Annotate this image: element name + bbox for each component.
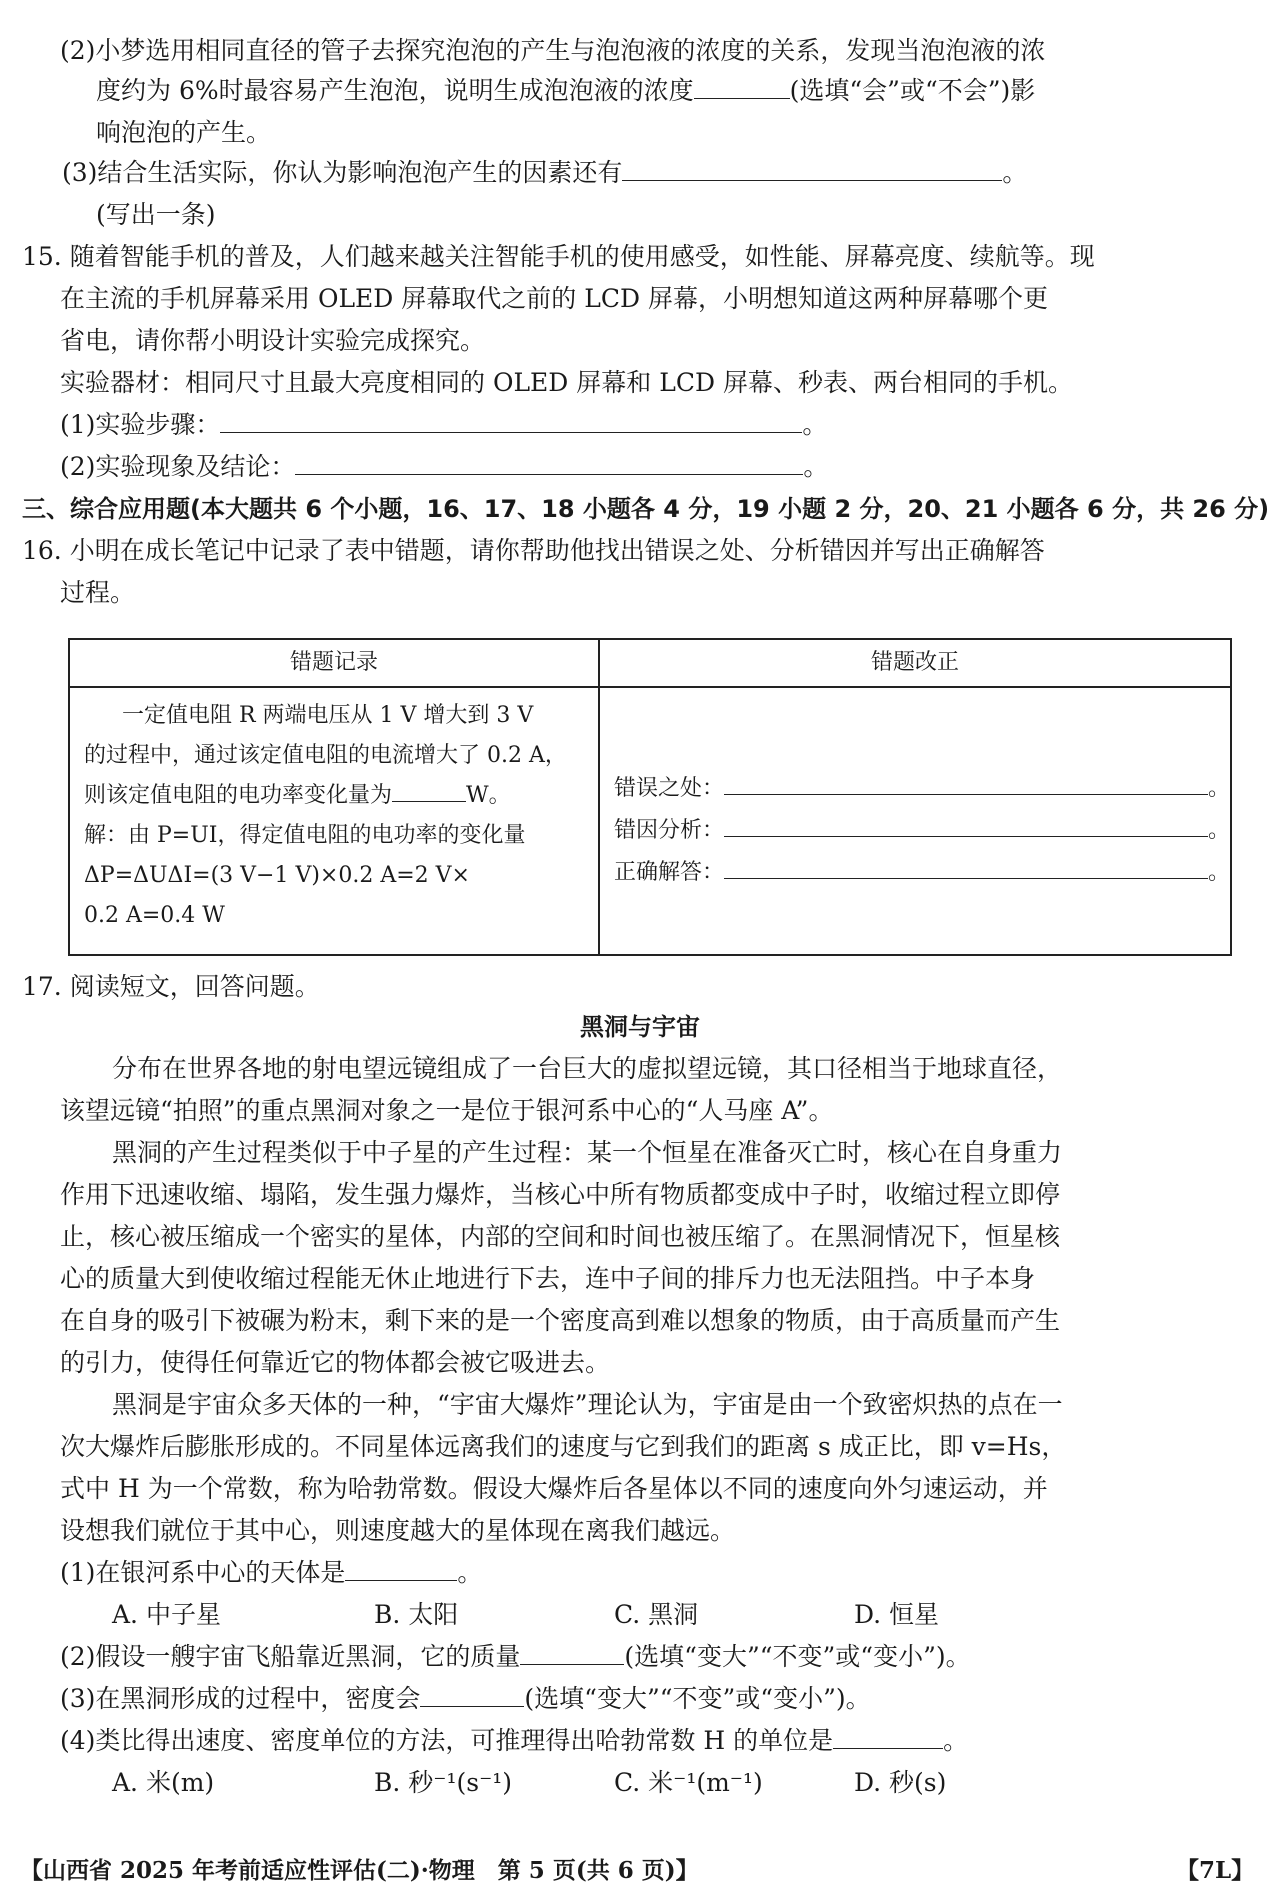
answer-blank[interactable]	[833, 1720, 943, 1749]
q15-steps	[60, 404, 827, 446]
error-record-cell	[69, 687, 599, 955]
section-heading: 三、综合应用题(本大题共 6 个小题，16、17、18 小题各 4 分，19 小题 2 分，20、21 小题各 6 分，共 26 分)	[22, 495, 1270, 523]
q15-line3: 省电，请你帮小明设计实验完成探究。	[60, 326, 486, 355]
answer-blank[interactable]	[420, 1678, 524, 1707]
record-line: 0.2 A=0.4 W	[84, 903, 225, 928]
option[interactable]: D. 秒(s)	[854, 1768, 947, 1797]
unit-text: W。	[466, 783, 511, 808]
q14-p3-text: (3)结合生活实际，你认为影响泡泡产生的因素还有	[62, 158, 623, 187]
question-hint: (选填“变大”“不变”或“变小”)。	[624, 1642, 971, 1671]
answer-blank[interactable]	[392, 779, 466, 802]
q14-p2-hint: (选填“会”或“不会”)影	[789, 76, 1036, 105]
q15-line1: 15. 随着智能手机的普及，人们越来越关注智能手机的使用感受，如性能、屏幕亮度、续航等。现	[22, 242, 1095, 271]
q14-p2-line3: 响泡泡的产生。	[96, 118, 272, 147]
q17-intro: 17. 阅读短文，回答问题。	[22, 972, 320, 1001]
q15-result	[60, 446, 828, 488]
record-line	[70, 776, 598, 816]
table-row	[69, 687, 1231, 955]
answer-blank[interactable]	[694, 70, 790, 99]
q15-equipment: 实验器材：相同尺寸且最大亮度相同的 OLED 屏幕和 LCD 屏幕、秒表、两台相同的手机。	[60, 368, 1073, 397]
q17-q1-options	[112, 1594, 1054, 1636]
page-footer: 【山西省 2025 年考前适应性评估(二)·物理 第 5 页(共 6 页)】	[20, 1857, 699, 1884]
period: 。	[803, 452, 829, 481]
q14-p2-line2	[96, 70, 1035, 112]
question-text: (2)假设一艘宇宙飞船靠近黑洞，它的质量	[60, 1642, 521, 1671]
q16-line2: 过程。	[60, 578, 136, 607]
q17-q4	[60, 1720, 968, 1762]
article-line: 黑洞的产生过程类似于中子星的产生过程：某一个恒星在准备灭亡时，核心在自身重力	[112, 1138, 1063, 1167]
answer-blank[interactable]	[622, 152, 1002, 181]
correction-label: 错误之处：	[613, 776, 724, 801]
article-line: 设想我们就位于其中心，则速度越大的星体现在离我们越远。	[60, 1516, 736, 1545]
answer-blank[interactable]	[520, 1636, 624, 1665]
q15-line2: 在主流的手机屏幕采用 OLED 屏幕取代之前的 LCD 屏幕，小明想知道这两种屏幕哪个更	[60, 284, 1048, 313]
answer-blank[interactable]	[724, 856, 1208, 879]
question-text: (4)类比得出速度、密度单位的方法，可推理得出哈勃常数 H 的单位是	[60, 1726, 834, 1755]
q17-q2	[60, 1636, 971, 1678]
q15-steps-label: (1)实验步骤：	[60, 410, 221, 439]
table-header-row	[69, 639, 1231, 687]
q16-line1: 16. 小明在成长笔记中记录了表中错题，请你帮助他找出错误之处、分析错因并写出正确解答	[22, 536, 1045, 565]
q14-p2-line1: (2)小梦选用相同直径的管子去探究泡泡的产生与泡泡液的浓度的关系，发现当泡泡液的浓	[60, 36, 1046, 65]
q17-q3	[60, 1678, 871, 1720]
option[interactable]: A. 中子星	[112, 1600, 221, 1629]
error-correction-cell	[599, 687, 1231, 955]
period: 。	[943, 1726, 969, 1755]
correction-line	[600, 768, 1230, 810]
paper-code: 【7L】	[1176, 1857, 1255, 1884]
article-line: 的引力，使得任何靠近它的物体都会被它吸进去。	[60, 1348, 611, 1377]
article-line: 止，核心被压缩成一个密实的星体，内部的空间和时间也被压缩了。在黑洞情况下，恒星核	[60, 1222, 1061, 1251]
option[interactable]: D. 恒星	[854, 1600, 940, 1629]
record-line: 一定值电阻 R 两端电压从 1 V 增大到 3 V	[122, 703, 534, 728]
column-header: 错题记录	[69, 639, 599, 687]
answer-blank[interactable]	[220, 404, 802, 433]
question-text: (1)在银河系中心的天体是	[60, 1558, 346, 1587]
q14-p3-note: (写出一条)	[96, 200, 216, 229]
error-table	[68, 638, 1232, 956]
article-line: 作用下迅速收缩、塌陷，发生强力爆炸，当核心中所有物质都变成中子时，收缩过程立即停	[60, 1180, 1061, 1209]
option[interactable]: C. 黑洞	[614, 1600, 699, 1629]
option[interactable]: B. 太阳	[374, 1600, 459, 1629]
q14-p2-text: 度约为 6%时最容易产生泡泡，说明生成泡泡液的浓度	[96, 76, 694, 105]
question-text: (3)在黑洞形成的过程中，密度会	[60, 1684, 421, 1713]
record-text: 则该定值电阻的电功率变化量为	[84, 783, 393, 808]
answer-blank[interactable]	[345, 1552, 457, 1581]
q15-result-label: (2)实验现象及结论：	[60, 452, 296, 481]
period: 。	[1207, 860, 1230, 885]
record-line: 解：由 P=UI，得定值电阻的电功率的变化量	[84, 823, 526, 848]
article-line: 心的质量大到使收缩过程能无休止地进行下去，连中子间的排斥力也无法阻挡。中子本身	[60, 1264, 1036, 1293]
article-line: 该望远镜“拍照”的重点黑洞对象之一是位于银河系中心的“人马座 A”。	[60, 1096, 834, 1125]
record-line: ΔP=ΔUΔI=(3 V−1 V)×0.2 A=2 V×	[84, 863, 470, 888]
q17-q4-options	[112, 1762, 1054, 1804]
answer-blank[interactable]	[295, 446, 803, 475]
option[interactable]: C. 米⁻¹(m⁻¹)	[614, 1768, 763, 1797]
answer-blank[interactable]	[724, 814, 1208, 837]
article-line: 分布在世界各地的射电望远镜组成了一台巨大的虚拟望远镜，其口径相当于地球直径，	[112, 1054, 1063, 1083]
column-header: 错题改正	[599, 639, 1231, 687]
record-line: 的过程中，通过该定值电阻的电流增大了 0.2 A，	[84, 743, 567, 768]
period: 。	[1002, 158, 1028, 187]
article-title: 黑洞与宇宙	[580, 1013, 700, 1041]
article-line: 式中 H 为一个常数，称为哈勃常数。假设大爆炸后各星体以不同的速度向外匀速运动，并	[60, 1474, 1048, 1503]
period: 。	[1207, 776, 1230, 801]
period: 。	[1207, 818, 1230, 843]
period: 。	[457, 1558, 483, 1587]
correction-line	[600, 852, 1230, 894]
question-hint: (选填“变大”“不变”或“变小”)。	[524, 1684, 871, 1713]
article-line: 次大爆炸后膨胀形成的。不同星体远离我们的速度与它到我们的距离 s 成正比，即 v=Hs，	[60, 1432, 1067, 1461]
article-line: 在自身的吸引下被碾为粉末，剩下来的是一个密度高到难以想象的物质，由于高质量而产生	[60, 1306, 1061, 1335]
period: 。	[802, 410, 828, 439]
correction-line	[600, 810, 1230, 852]
option[interactable]: A. 米(m)	[112, 1768, 215, 1797]
correction-label: 正确解答：	[613, 860, 724, 885]
option[interactable]: B. 秒⁻¹(s⁻¹)	[374, 1768, 513, 1797]
answer-blank[interactable]	[724, 772, 1208, 795]
q14-p3	[62, 152, 1027, 194]
correction-label: 错因分析：	[613, 818, 724, 843]
article-line: 黑洞是宇宙众多天体的一种，“宇宙大爆炸”理论认为，宇宙是由一个致密炽热的点在一	[112, 1390, 1063, 1419]
q17-q1	[60, 1552, 482, 1594]
